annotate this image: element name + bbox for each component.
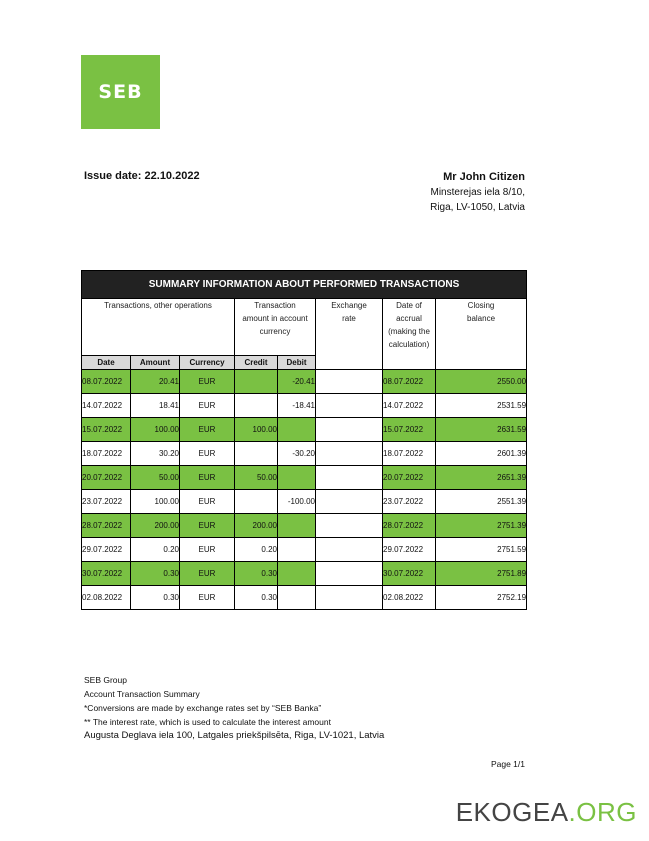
cell-balance: 2531.59 xyxy=(436,394,527,418)
col-amount: Amount xyxy=(131,356,180,370)
cell-amount: 50.00 xyxy=(131,466,180,490)
cell-accrual: 23.07.2022 xyxy=(383,490,436,514)
cell-currency: EUR xyxy=(180,394,235,418)
cell-accrual: 30.07.2022 xyxy=(383,562,436,586)
header-date-accrual: Date of accrual (making the calculation) xyxy=(383,299,436,370)
cell-debit xyxy=(278,466,316,490)
issue-date: Issue date: 22.10.2022 xyxy=(84,170,200,182)
cell-credit: 0.20 xyxy=(235,538,278,562)
col-currency: Currency xyxy=(180,356,235,370)
watermark-suffix: .ORG xyxy=(568,797,637,827)
table-row xyxy=(82,490,527,514)
header-amount-account: Transaction amount in account currency xyxy=(235,299,316,356)
cell-debit: -100.00 xyxy=(278,490,316,514)
header-closing-balance: Closing balance xyxy=(436,299,527,370)
cell-balance: 2752.19 xyxy=(436,586,527,610)
cell-currency: EUR xyxy=(180,586,235,610)
cell-date: 14.07.2022 xyxy=(82,394,131,418)
cell-currency: EUR xyxy=(180,490,235,514)
table-row xyxy=(82,418,527,442)
cell-rate xyxy=(316,418,383,442)
cell-debit: -20.41 xyxy=(278,370,316,394)
cell-credit xyxy=(235,370,278,394)
cell-rate xyxy=(316,394,383,418)
cell-credit: 50.00 xyxy=(235,466,278,490)
cell-rate xyxy=(316,514,383,538)
cell-rate xyxy=(316,586,383,610)
transactions-body xyxy=(82,370,527,610)
cell-accrual: 18.07.2022 xyxy=(383,442,436,466)
cell-currency: EUR xyxy=(180,538,235,562)
cell-rate xyxy=(316,490,383,514)
cell-debit xyxy=(278,538,316,562)
cell-rate xyxy=(316,466,383,490)
table-title: SUMMARY INFORMATION ABOUT PERFORMED TRANSACTIONS xyxy=(82,271,527,299)
cell-credit: 0.30 xyxy=(235,562,278,586)
footer-line4: ** The interest rate, which is used to calculate the interest amount xyxy=(84,717,331,727)
recipient-address-line1: Minsterejas iela 8/10, xyxy=(430,187,525,198)
table-title-row xyxy=(82,271,527,299)
header-exchange-rate: Exchange rate xyxy=(316,299,383,370)
footer-line1: SEB Group xyxy=(84,675,127,685)
cell-currency: EUR xyxy=(180,442,235,466)
cell-rate xyxy=(316,562,383,586)
cell-amount: 100.00 xyxy=(131,418,180,442)
table-row xyxy=(82,514,527,538)
cell-balance: 2751.59 xyxy=(436,538,527,562)
cell-debit: -18.41 xyxy=(278,394,316,418)
table-row xyxy=(82,442,527,466)
recipient-address-line2: Riga, LV-1050, Latvia xyxy=(430,202,525,213)
cell-amount: 0.20 xyxy=(131,538,180,562)
cell-currency: EUR xyxy=(180,466,235,490)
footer-line3: *Conversions are made by exchange rates set by “SEB Banka” xyxy=(84,703,322,713)
cell-date: 23.07.2022 xyxy=(82,490,131,514)
cell-amount: 18.41 xyxy=(131,394,180,418)
seb-logo xyxy=(81,55,160,129)
table-row xyxy=(82,370,527,394)
seb-logo-text: SEB xyxy=(98,81,143,103)
cell-currency: EUR xyxy=(180,418,235,442)
watermark xyxy=(456,797,637,828)
cell-amount: 30.20 xyxy=(131,442,180,466)
table-row xyxy=(82,466,527,490)
table-row xyxy=(82,562,527,586)
cell-credit: 0.30 xyxy=(235,586,278,610)
cell-debit: -30.20 xyxy=(278,442,316,466)
cell-accrual: 15.07.2022 xyxy=(383,418,436,442)
footer xyxy=(84,673,384,743)
cell-date: 02.08.2022 xyxy=(82,586,131,610)
table-row xyxy=(82,586,527,610)
cell-balance: 2631.59 xyxy=(436,418,527,442)
cell-date: 15.07.2022 xyxy=(82,418,131,442)
cell-credit xyxy=(235,442,278,466)
table-row xyxy=(82,394,527,418)
cell-debit xyxy=(278,586,316,610)
cell-date: 30.07.2022 xyxy=(82,562,131,586)
cell-accrual: 20.07.2022 xyxy=(383,466,436,490)
cell-date: 18.07.2022 xyxy=(82,442,131,466)
cell-accrual: 28.07.2022 xyxy=(383,514,436,538)
cell-date: 08.07.2022 xyxy=(82,370,131,394)
table-group-header-row xyxy=(82,299,527,356)
cell-debit xyxy=(278,514,316,538)
cell-rate xyxy=(316,538,383,562)
cell-date: 29.07.2022 xyxy=(82,538,131,562)
watermark-main: EKOGEA xyxy=(455,797,569,827)
cell-credit: 200.00 xyxy=(235,514,278,538)
cell-balance: 2550.00 xyxy=(436,370,527,394)
cell-currency: EUR xyxy=(180,562,235,586)
cell-balance: 2651.39 xyxy=(436,466,527,490)
cell-amount: 100.00 xyxy=(131,490,180,514)
cell-accrual: 08.07.2022 xyxy=(383,370,436,394)
recipient-name: Mr John Citizen xyxy=(443,171,525,183)
cell-balance: 2601.39 xyxy=(436,442,527,466)
cell-balance: 2751.89 xyxy=(436,562,527,586)
table-row xyxy=(82,538,527,562)
cell-amount: 20.41 xyxy=(131,370,180,394)
cell-amount: 200.00 xyxy=(131,514,180,538)
page-number: Page 1/1 xyxy=(490,759,525,769)
cell-balance: 2751.39 xyxy=(436,514,527,538)
cell-accrual: 14.07.2022 xyxy=(383,394,436,418)
cell-credit: 100.00 xyxy=(235,418,278,442)
cell-date: 20.07.2022 xyxy=(82,466,131,490)
cell-debit xyxy=(278,562,316,586)
col-debit: Debit xyxy=(278,356,316,370)
footer-address: Augusta Deglava iela 100, Latgales priekšpilsēta, Riga, LV-1021, Latvia xyxy=(84,730,385,741)
cell-rate xyxy=(316,442,383,466)
cell-amount: 0.30 xyxy=(131,586,180,610)
footer-line2: Account Transaction Summary xyxy=(84,689,200,699)
col-credit: Credit xyxy=(235,356,278,370)
cell-credit xyxy=(235,490,278,514)
cell-currency: EUR xyxy=(180,370,235,394)
recipient-block xyxy=(430,170,525,215)
col-date: Date xyxy=(82,356,131,370)
cell-credit xyxy=(235,394,278,418)
transactions-table xyxy=(81,270,527,610)
cell-currency: EUR xyxy=(180,514,235,538)
cell-accrual: 29.07.2022 xyxy=(383,538,436,562)
cell-debit xyxy=(278,418,316,442)
cell-accrual: 02.08.2022 xyxy=(383,586,436,610)
cell-rate xyxy=(316,370,383,394)
cell-amount: 0.30 xyxy=(131,562,180,586)
cell-date: 28.07.2022 xyxy=(82,514,131,538)
cell-balance: 2551.39 xyxy=(436,490,527,514)
header-transactions: Transactions, other operations xyxy=(82,299,235,356)
